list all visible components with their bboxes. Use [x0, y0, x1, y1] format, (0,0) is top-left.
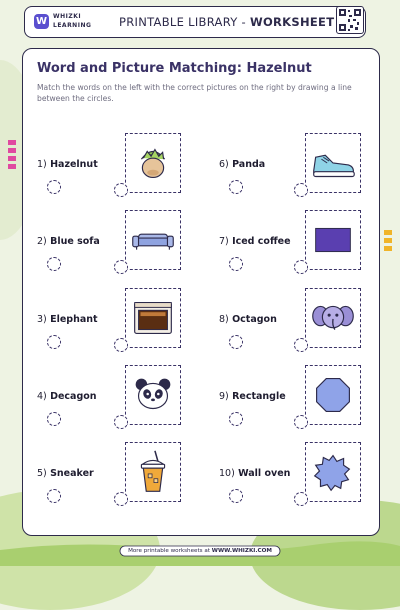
match-circle[interactable]: [114, 415, 128, 429]
word-label: 6) Panda: [219, 159, 266, 170]
picture-box: [125, 210, 181, 270]
word-label: 2) Blue sofa: [37, 236, 100, 247]
word-label: 10) Wall oven: [219, 468, 291, 479]
match-circle[interactable]: [47, 412, 61, 426]
picture-box: [125, 365, 181, 425]
match-circle[interactable]: [294, 183, 308, 197]
header-bar: [24, 6, 366, 38]
match-circle[interactable]: [229, 412, 243, 426]
worksheet-sheet: [22, 48, 380, 536]
rectangle-icon: [306, 211, 360, 269]
side-stripes-decoration: [8, 140, 18, 180]
picture-box: [305, 210, 361, 270]
worksheet-title: Word and Picture Matching: Hazelnut: [37, 61, 312, 76]
match-circle[interactable]: [47, 257, 61, 271]
panda-icon: [126, 366, 180, 424]
match-circle[interactable]: [294, 415, 308, 429]
match-circle[interactable]: [294, 338, 308, 352]
picture-box: [305, 365, 361, 425]
sneaker-icon: [306, 134, 360, 192]
match-circle[interactable]: [47, 335, 61, 349]
match-circle[interactable]: [229, 180, 243, 194]
word-label: 5) Sneaker: [37, 468, 94, 479]
word-label: 9) Rectangle: [219, 391, 286, 402]
word-label: 3) Elephant: [37, 314, 98, 325]
match-circle[interactable]: [47, 489, 61, 503]
word-label: 4) Decagon: [37, 391, 97, 402]
blue-sofa-icon: [126, 211, 180, 269]
word-label: 8) Octagon: [219, 314, 277, 325]
picture-box: [305, 133, 361, 193]
picture-box: [305, 442, 361, 502]
match-circle[interactable]: [294, 260, 308, 274]
match-circle[interactable]: [229, 489, 243, 503]
qr-code-icon: [336, 6, 364, 34]
picture-box: [125, 133, 181, 193]
wall-oven-icon: [126, 289, 180, 347]
match-circle[interactable]: [229, 335, 243, 349]
side-stripes-decoration: [383, 230, 393, 270]
word-label: 7) Iced coffee: [219, 236, 291, 247]
brand-name: WHIZKI: [53, 13, 82, 20]
picture-box: [125, 442, 181, 502]
word-label: 1) Hazelnut: [37, 159, 98, 170]
header-title: PRINTABLE LIBRARY - WORKSHEET: [119, 15, 335, 29]
match-circle[interactable]: [114, 492, 128, 506]
decagon-icon: [306, 443, 360, 501]
match-circle[interactable]: [294, 492, 308, 506]
octagon-icon: [306, 366, 360, 424]
worksheet-instructions: Match the words on the left with the correct pictures on the right by drawing a line between the circles.: [37, 83, 352, 103]
elephant-icon: [306, 289, 360, 347]
hazelnut-icon: [126, 134, 180, 192]
match-circle[interactable]: [114, 338, 128, 352]
iced-coffee-icon: [126, 443, 180, 501]
match-circle[interactable]: [229, 257, 243, 271]
brand-subname: LEARNING: [53, 22, 92, 29]
picture-box: [125, 288, 181, 348]
footer-link[interactable]: More printable worksheets at WWW.WHIZKI.COM: [128, 548, 272, 554]
match-circle[interactable]: [114, 183, 128, 197]
match-circle[interactable]: [114, 260, 128, 274]
whizki-logo: W: [35, 16, 48, 27]
match-circle[interactable]: [47, 180, 61, 194]
picture-box: [305, 288, 361, 348]
